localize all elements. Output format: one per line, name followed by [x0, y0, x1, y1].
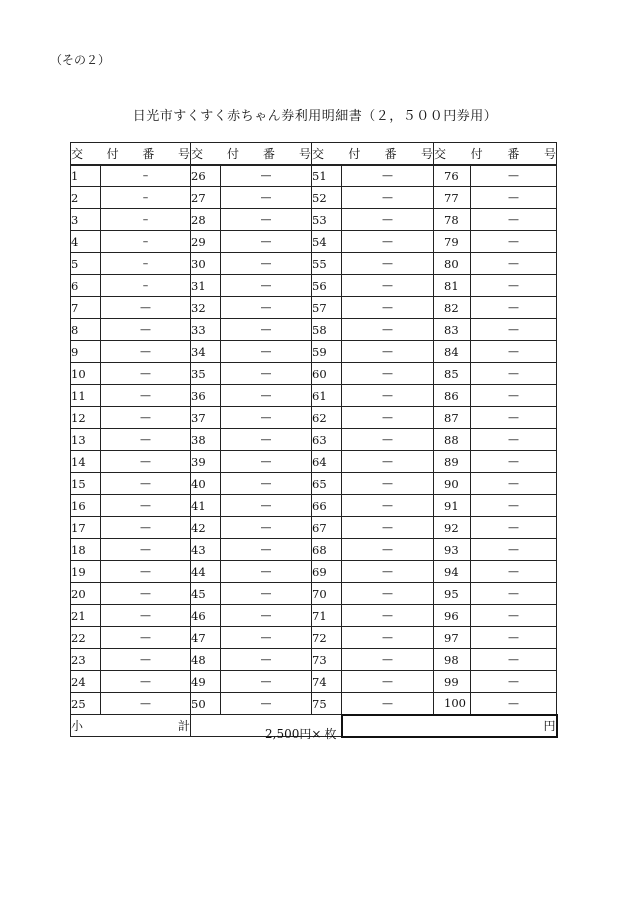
- usage-entry-cell[interactable]: —: [342, 473, 434, 495]
- usage-entry-cell[interactable]: —: [101, 693, 191, 715]
- issue-number: 68: [312, 539, 342, 561]
- issue-number: 63: [312, 429, 342, 451]
- usage-entry-cell[interactable]: —: [342, 275, 434, 297]
- usage-entry-cell[interactable]: —: [471, 539, 557, 561]
- usage-entry-cell[interactable]: —: [342, 341, 434, 363]
- usage-entry-cell[interactable]: —: [221, 693, 312, 715]
- usage-entry-cell[interactable]: —: [221, 539, 312, 561]
- usage-entry-cell[interactable]: –: [101, 253, 191, 275]
- column-header-char: 番: [262, 146, 275, 161]
- issue-number: 61: [312, 385, 342, 407]
- column-header-char: 番: [384, 146, 397, 161]
- usage-entry-cell[interactable]: —: [471, 649, 557, 671]
- usage-entry-cell[interactable]: —: [471, 627, 557, 649]
- table-row: [71, 495, 557, 517]
- usage-entry-cell[interactable]: —: [221, 231, 312, 253]
- issue-number: 40: [191, 473, 221, 495]
- usage-entry-cell[interactable]: —: [471, 473, 557, 495]
- table-row: [71, 231, 557, 253]
- usage-entry-cell[interactable]: —: [471, 671, 557, 693]
- issue-number: 62: [312, 407, 342, 429]
- usage-entry-cell[interactable]: —: [101, 407, 191, 429]
- usage-entry-cell[interactable]: —: [221, 605, 312, 627]
- issue-number: 50: [191, 693, 221, 715]
- usage-entry-cell[interactable]: —: [342, 517, 434, 539]
- table-row: [71, 605, 557, 627]
- table-row: [71, 583, 557, 605]
- usage-entry-cell[interactable]: —: [342, 583, 434, 605]
- usage-entry-cell[interactable]: —: [342, 319, 434, 341]
- subtotal-formula: 2,500円×: [265, 727, 322, 741]
- usage-entry-cell[interactable]: —: [342, 539, 434, 561]
- issue-number: 75: [312, 693, 342, 715]
- usage-entry-cell[interactable]: —: [471, 297, 557, 319]
- column-header-char: 番: [142, 146, 155, 161]
- issue-number: 85: [434, 363, 471, 385]
- usage-entry-cell[interactable]: —: [471, 451, 557, 473]
- usage-entry-cell[interactable]: —: [221, 253, 312, 275]
- issue-number: 51: [312, 165, 342, 187]
- page-label: （その２）: [50, 53, 111, 67]
- issue-number: 18: [71, 539, 101, 561]
- usage-entry-cell[interactable]: —: [101, 627, 191, 649]
- usage-entry-cell[interactable]: —: [101, 473, 191, 495]
- issue-number: 56: [312, 275, 342, 297]
- issue-number: 79: [434, 231, 471, 253]
- issue-number: 49: [191, 671, 221, 693]
- usage-entry-cell[interactable]: —: [101, 319, 191, 341]
- issue-number: 58: [312, 319, 342, 341]
- usage-entry-cell[interactable]: —: [221, 429, 312, 451]
- issue-number: 6: [71, 275, 101, 297]
- column-header-char: 付: [348, 146, 361, 161]
- usage-entry-cell[interactable]: —: [471, 517, 557, 539]
- issue-number: 37: [191, 407, 221, 429]
- issue-number: 7: [71, 297, 101, 319]
- column-header-char: 番: [507, 146, 520, 161]
- issue-number: 94: [434, 561, 471, 583]
- issue-number: 26: [191, 165, 221, 187]
- usage-entry-cell[interactable]: —: [221, 407, 312, 429]
- usage-entry-cell[interactable]: —: [471, 209, 557, 231]
- usage-entry-cell[interactable]: —: [221, 341, 312, 363]
- issue-number: 98: [434, 649, 471, 671]
- table-row: [71, 341, 557, 363]
- table-row: [71, 363, 557, 385]
- issue-number: 19: [71, 561, 101, 583]
- table-row: [71, 649, 557, 671]
- issue-number: 39: [191, 451, 221, 473]
- usage-entry-cell[interactable]: —: [101, 649, 191, 671]
- subtotal-amount-field[interactable]: [342, 715, 557, 737]
- usage-entry-cell[interactable]: —: [342, 363, 434, 385]
- issue-number: 52: [312, 187, 342, 209]
- usage-entry-cell[interactable]: —: [221, 209, 312, 231]
- issue-number: 72: [312, 627, 342, 649]
- column-header-issue-number: [434, 143, 557, 165]
- column-header-issue-number: [71, 143, 191, 165]
- issue-number: 44: [191, 561, 221, 583]
- issue-number: 15: [71, 473, 101, 495]
- column-header-char: 交: [71, 146, 84, 161]
- usage-entry-cell[interactable]: —: [471, 275, 557, 297]
- issue-number: 65: [312, 473, 342, 495]
- issue-number: 10: [71, 363, 101, 385]
- issue-number: 71: [312, 605, 342, 627]
- issue-number: 81: [434, 275, 471, 297]
- issue-number: 34: [191, 341, 221, 363]
- usage-entry-cell[interactable]: –: [101, 209, 191, 231]
- table-header-row: [71, 143, 557, 165]
- issue-number: 97: [434, 627, 471, 649]
- issue-number: 83: [434, 319, 471, 341]
- usage-entry-cell[interactable]: —: [221, 495, 312, 517]
- usage-entry-cell[interactable]: —: [221, 671, 312, 693]
- issue-number: 70: [312, 583, 342, 605]
- issue-number: 86: [434, 385, 471, 407]
- usage-entry-cell[interactable]: —: [342, 561, 434, 583]
- issue-number: 46: [191, 605, 221, 627]
- issue-number: 22: [71, 627, 101, 649]
- usage-entry-cell[interactable]: —: [221, 517, 312, 539]
- usage-entry-cell[interactable]: —: [221, 451, 312, 473]
- subtotal-formula-cell[interactable]: [191, 715, 342, 741]
- usage-entry-cell[interactable]: —: [471, 231, 557, 253]
- issue-number: 9: [71, 341, 101, 363]
- issue-number: 23: [71, 649, 101, 671]
- issue-number: 5: [71, 253, 101, 275]
- issue-number: 67: [312, 517, 342, 539]
- issue-number: 45: [191, 583, 221, 605]
- issue-number: 43: [191, 539, 221, 561]
- usage-entry-cell[interactable]: —: [101, 385, 191, 407]
- issue-number: 93: [434, 539, 471, 561]
- usage-entry-cell[interactable]: —: [342, 495, 434, 517]
- usage-entry-cell[interactable]: —: [101, 363, 191, 385]
- usage-entry-cell[interactable]: —: [342, 605, 434, 627]
- usage-entry-cell[interactable]: —: [471, 561, 557, 583]
- usage-entry-cell[interactable]: —: [221, 583, 312, 605]
- issue-number: 96: [434, 605, 471, 627]
- usage-entry-cell[interactable]: —: [342, 649, 434, 671]
- table-row: [71, 539, 557, 561]
- issue-number: 55: [312, 253, 342, 275]
- table-row: [71, 209, 557, 231]
- issue-number: 90: [434, 473, 471, 495]
- usage-entry-cell[interactable]: —: [342, 231, 434, 253]
- issue-number: 36: [191, 385, 221, 407]
- usage-entry-cell[interactable]: —: [471, 693, 557, 715]
- table-row: [71, 561, 557, 583]
- usage-entry-cell[interactable]: —: [471, 363, 557, 385]
- usage-entry-cell[interactable]: —: [221, 297, 312, 319]
- issue-number: 100: [434, 693, 471, 715]
- column-header-char: 付: [226, 146, 239, 161]
- usage-entry-cell[interactable]: —: [101, 671, 191, 693]
- table-row: [71, 473, 557, 495]
- usage-entry-cell[interactable]: –: [101, 187, 191, 209]
- usage-entry-cell[interactable]: —: [342, 451, 434, 473]
- column-header-char: 交: [191, 146, 204, 161]
- issue-number: 29: [191, 231, 221, 253]
- column-header-issue-number: [191, 143, 312, 165]
- issue-number: 53: [312, 209, 342, 231]
- usage-entry-cell[interactable]: —: [342, 165, 434, 187]
- issue-number: 87: [434, 407, 471, 429]
- usage-entry-cell[interactable]: —: [101, 583, 191, 605]
- usage-entry-cell[interactable]: —: [471, 495, 557, 517]
- usage-entry-cell[interactable]: —: [221, 363, 312, 385]
- issue-number: 99: [434, 671, 471, 693]
- usage-entry-cell[interactable]: —: [342, 385, 434, 407]
- table-row: [71, 451, 557, 473]
- usage-entry-cell[interactable]: —: [471, 385, 557, 407]
- table-row: [71, 407, 557, 429]
- usage-entry-cell[interactable]: —: [221, 165, 312, 187]
- usage-entry-cell[interactable]: —: [101, 297, 191, 319]
- issue-number: 74: [312, 671, 342, 693]
- issue-number: 21: [71, 605, 101, 627]
- usage-entry-cell[interactable]: —: [221, 561, 312, 583]
- issue-number: 12: [71, 407, 101, 429]
- issue-number: 4: [71, 231, 101, 253]
- issue-number: 66: [312, 495, 342, 517]
- usage-entry-cell[interactable]: –: [101, 165, 191, 187]
- usage-entry-cell[interactable]: —: [221, 319, 312, 341]
- usage-entry-cell[interactable]: —: [101, 429, 191, 451]
- usage-entry-cell[interactable]: —: [221, 187, 312, 209]
- issue-number: 76: [434, 165, 471, 187]
- usage-entry-cell[interactable]: —: [101, 341, 191, 363]
- subtotal-label-char: 小: [71, 719, 84, 733]
- table-row: [71, 275, 557, 297]
- usage-entry-cell[interactable]: —: [471, 319, 557, 341]
- issue-number: 33: [191, 319, 221, 341]
- usage-entry-cell[interactable]: —: [101, 605, 191, 627]
- usage-entry-cell[interactable]: —: [101, 517, 191, 539]
- issue-number: 31: [191, 275, 221, 297]
- usage-entry-cell[interactable]: —: [221, 649, 312, 671]
- table-row: [71, 319, 557, 341]
- usage-entry-cell[interactable]: —: [221, 627, 312, 649]
- column-header-char: 付: [470, 146, 483, 161]
- usage-entry-cell[interactable]: —: [101, 561, 191, 583]
- usage-entry-cell[interactable]: —: [471, 605, 557, 627]
- column-header-char: 交: [434, 146, 447, 161]
- issue-number: 8: [71, 319, 101, 341]
- issue-number: 69: [312, 561, 342, 583]
- usage-entry-cell[interactable]: —: [221, 385, 312, 407]
- usage-entry-cell[interactable]: —: [342, 187, 434, 209]
- issue-number: 48: [191, 649, 221, 671]
- usage-entry-cell[interactable]: —: [101, 495, 191, 517]
- issue-number: 60: [312, 363, 342, 385]
- table-row: [71, 253, 557, 275]
- issue-number: 17: [71, 517, 101, 539]
- issue-number: 24: [71, 671, 101, 693]
- issue-number: 42: [191, 517, 221, 539]
- usage-entry-cell[interactable]: —: [471, 341, 557, 363]
- column-header-char: 号: [543, 146, 556, 161]
- voucher-usage-table: [70, 142, 558, 741]
- usage-entry-cell[interactable]: —: [342, 627, 434, 649]
- usage-entry-cell[interactable]: —: [471, 165, 557, 187]
- usage-entry-cell[interactable]: —: [471, 253, 557, 275]
- issue-number: 92: [434, 517, 471, 539]
- usage-entry-cell[interactable]: —: [342, 407, 434, 429]
- table-row: [71, 671, 557, 693]
- column-header-char: 号: [420, 146, 433, 161]
- issue-number: 89: [434, 451, 471, 473]
- issue-number: 47: [191, 627, 221, 649]
- usage-entry-cell[interactable]: —: [342, 209, 434, 231]
- subtotal-row: [71, 715, 557, 737]
- issue-number: 1: [71, 165, 101, 187]
- issue-number: 88: [434, 429, 471, 451]
- issue-number: 84: [434, 341, 471, 363]
- issue-number: 38: [191, 429, 221, 451]
- issue-number: 16: [71, 495, 101, 517]
- issue-number: 78: [434, 209, 471, 231]
- issue-number: 95: [434, 583, 471, 605]
- column-header-issue-number: [312, 143, 434, 165]
- usage-entry-cell[interactable]: —: [471, 583, 557, 605]
- issue-number: 64: [312, 451, 342, 473]
- usage-entry-cell[interactable]: —: [342, 253, 434, 275]
- table-row: [71, 385, 557, 407]
- usage-entry-cell[interactable]: —: [342, 693, 434, 715]
- issue-number: 3: [71, 209, 101, 231]
- usage-entry-cell[interactable]: —: [221, 275, 312, 297]
- table-row: [71, 187, 557, 209]
- issue-number: 14: [71, 451, 101, 473]
- usage-entry-cell[interactable]: —: [101, 451, 191, 473]
- table-row: [71, 297, 557, 319]
- issue-number: 77: [434, 187, 471, 209]
- column-header-char: 交: [312, 146, 325, 161]
- table-row: [71, 429, 557, 451]
- document-title: 日光市すくすく赤ちゃん券利用明細書（２，５００円券用）: [132, 109, 498, 124]
- table-row: [71, 517, 557, 539]
- issue-number: 25: [71, 693, 101, 715]
- usage-entry-cell[interactable]: —: [221, 473, 312, 495]
- column-header-char: 付: [106, 146, 119, 161]
- issue-number: 80: [434, 253, 471, 275]
- usage-entry-cell[interactable]: —: [471, 429, 557, 451]
- issue-number: 32: [191, 297, 221, 319]
- issue-number: 82: [434, 297, 471, 319]
- issue-number: 41: [191, 495, 221, 517]
- column-header-char: 号: [177, 146, 190, 161]
- issue-number: 73: [312, 649, 342, 671]
- usage-entry-cell[interactable]: —: [342, 429, 434, 451]
- usage-entry-cell[interactable]: —: [342, 297, 434, 319]
- issue-number: 28: [191, 209, 221, 231]
- issue-number: 91: [434, 495, 471, 517]
- issue-number: 27: [191, 187, 221, 209]
- issue-number: 20: [71, 583, 101, 605]
- issue-number: 2: [71, 187, 101, 209]
- subtotal-label-cell: [71, 715, 191, 737]
- sheet-count-unit: 枚: [324, 727, 337, 741]
- issue-number: 30: [191, 253, 221, 275]
- table-row: [71, 693, 557, 715]
- issue-number: 35: [191, 363, 221, 385]
- usage-entry-cell[interactable]: –: [101, 275, 191, 297]
- usage-entry-cell[interactable]: —: [101, 539, 191, 561]
- usage-entry-cell[interactable]: —: [342, 671, 434, 693]
- table-row: [71, 627, 557, 649]
- subtotal-label-char: 計: [177, 719, 190, 733]
- column-header-char: 号: [298, 146, 311, 161]
- yen-unit: 円: [543, 719, 556, 733]
- issue-number: 59: [312, 341, 342, 363]
- usage-entry-cell[interactable]: —: [471, 187, 557, 209]
- table-row: [71, 165, 557, 187]
- usage-entry-cell[interactable]: —: [471, 407, 557, 429]
- usage-entry-cell[interactable]: –: [101, 231, 191, 253]
- issue-number: 11: [71, 385, 101, 407]
- issue-number: 54: [312, 231, 342, 253]
- issue-number: 13: [71, 429, 101, 451]
- issue-number: 57: [312, 297, 342, 319]
